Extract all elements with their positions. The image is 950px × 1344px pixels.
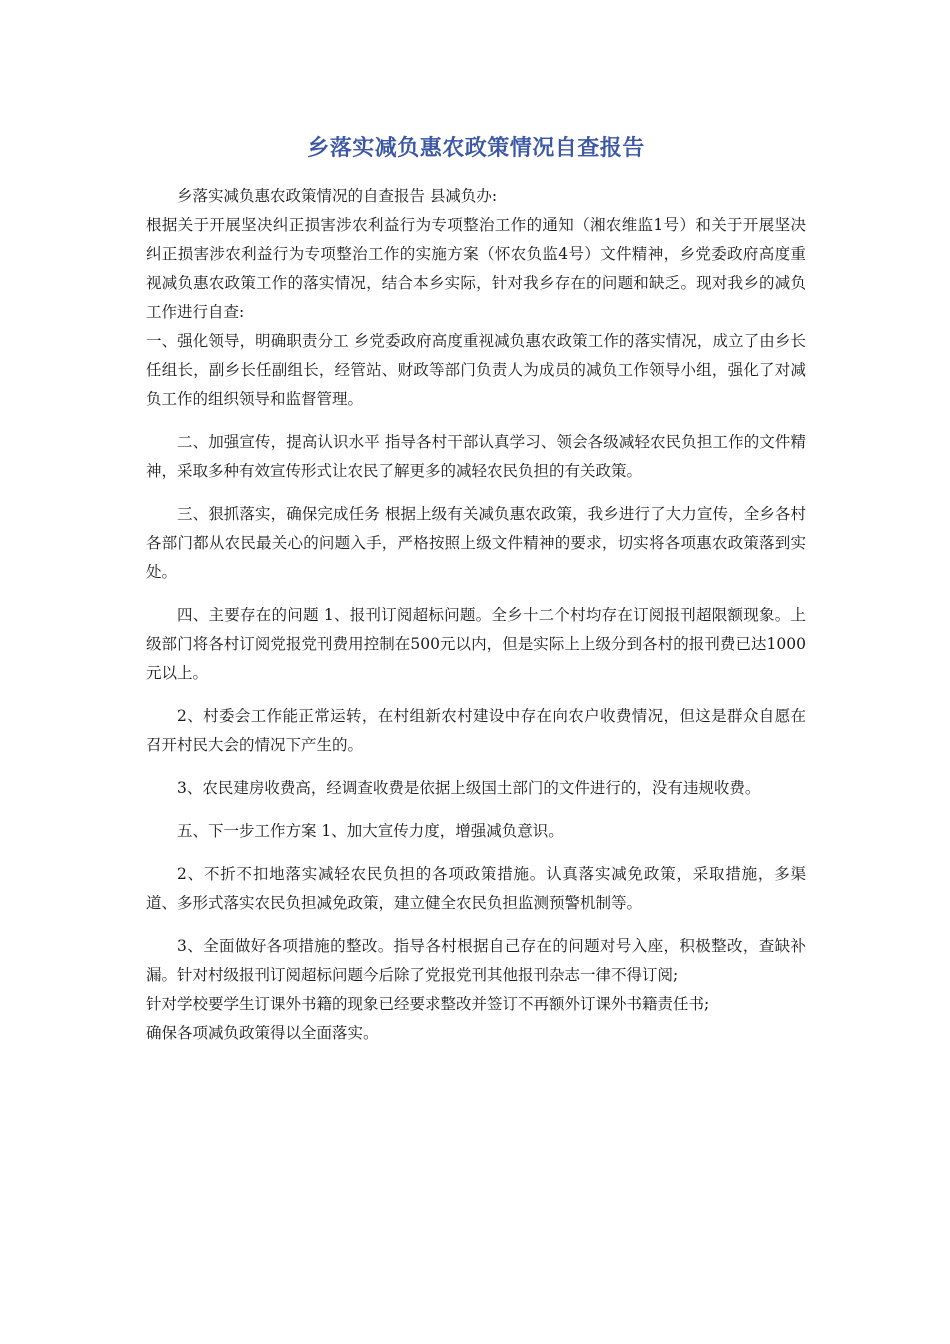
paragraph-issue-3: 3、农民建房收费高，经调查收费是依据上级国土部门的文件进行的，没有违规收费。 <box>177 779 761 797</box>
paragraph-salutation: 乡落实减负惠农政策情况的自查报告 县减负办: <box>177 187 498 205</box>
paragraph-conclusion: 确保各项减负政策得以全面落实。 <box>146 1024 379 1042</box>
paragraph-section-4: 四、主要存在的问题 1、报刊订阅超标问题。全乡十二个村均存在订阅报刊超限额现象。上级部门将各村订阅党报党刊费用控制在500元以内，但是实际上上级分到各村的报刊费已达1000元以上。 <box>146 606 806 682</box>
paragraph-plan-3: 3、全面做好各项措施的整改。指导各村根据自己存在的问题对号入座，积极整改，查缺补漏。针对村级报刊订阅超标问题今后除了党报党刊其他报刊杂志一律不得订阅; <box>146 937 806 984</box>
paragraph-intro: 根据关于开展坚决纠正损害涉农利益行为专项整治工作的通知（湘农维监1号）和关于开展坚决纠正损害涉农利益行为专项整治工作的实施方案（怀农负监4号）文件精神，乡党委政府高度重视减负惠农政策工作的落实情况，结合本乡实际，针对我乡存在的问题和缺乏。现对我乡的减负工作进行自查: <box>146 216 806 321</box>
document-page <box>146 126 806 1048</box>
paragraph-issue-2: 2、村委会工作能正常运转，在村组新农村建设中存在向农户收费情况，但这是群众自愿在召开村民大会的情况下产生的。 <box>146 707 806 754</box>
paragraph-section-3: 三、狠抓落实，确保完成任务 根据上级有关减负惠农政策，我乡进行了大力宣传，全乡各村各部门都从农民最关心的问题入手，严格按照上级文件精神的要求，切实将各项惠农政策落到实处。 <box>146 505 806 581</box>
paragraph-section-5: 五、下一步工作方案 1、加大宣传力度，增强减负意识。 <box>177 822 564 840</box>
paragraph-section-2: 二、加强宣传，提高认识水平 指导各村干部认真学习、领会各级减轻农民负担工作的文件精神，采取多种有效宣传形式让农民了解更多的减轻农民负担的有关政策。 <box>146 433 806 480</box>
paragraph-plan-2: 2、不折不扣地落实减轻农民负担的各项政策措施。认真落实减免政策，采取措施，多渠道、多形式落实农民负担减免政策，建立健全农民负担监测预警机制等。 <box>146 865 806 912</box>
paragraph-section-1: 一、强化领导，明确职责分工 乡党委政府高度重视减负惠农政策工作的落实情况，成立了由乡长任组长，副乡长任副组长，经管站、财政等部门负责人为成员的减负工作领导小组，强化了对减负工作的组织领导和监督管理。 <box>146 332 806 408</box>
document-title: 乡落实减负惠农政策情况自查报告 <box>307 136 645 161</box>
paragraph-school-books: 针对学校要学生订课外书籍的现象已经要求整改并签订不再额外订课外书籍责任书; <box>146 995 710 1013</box>
